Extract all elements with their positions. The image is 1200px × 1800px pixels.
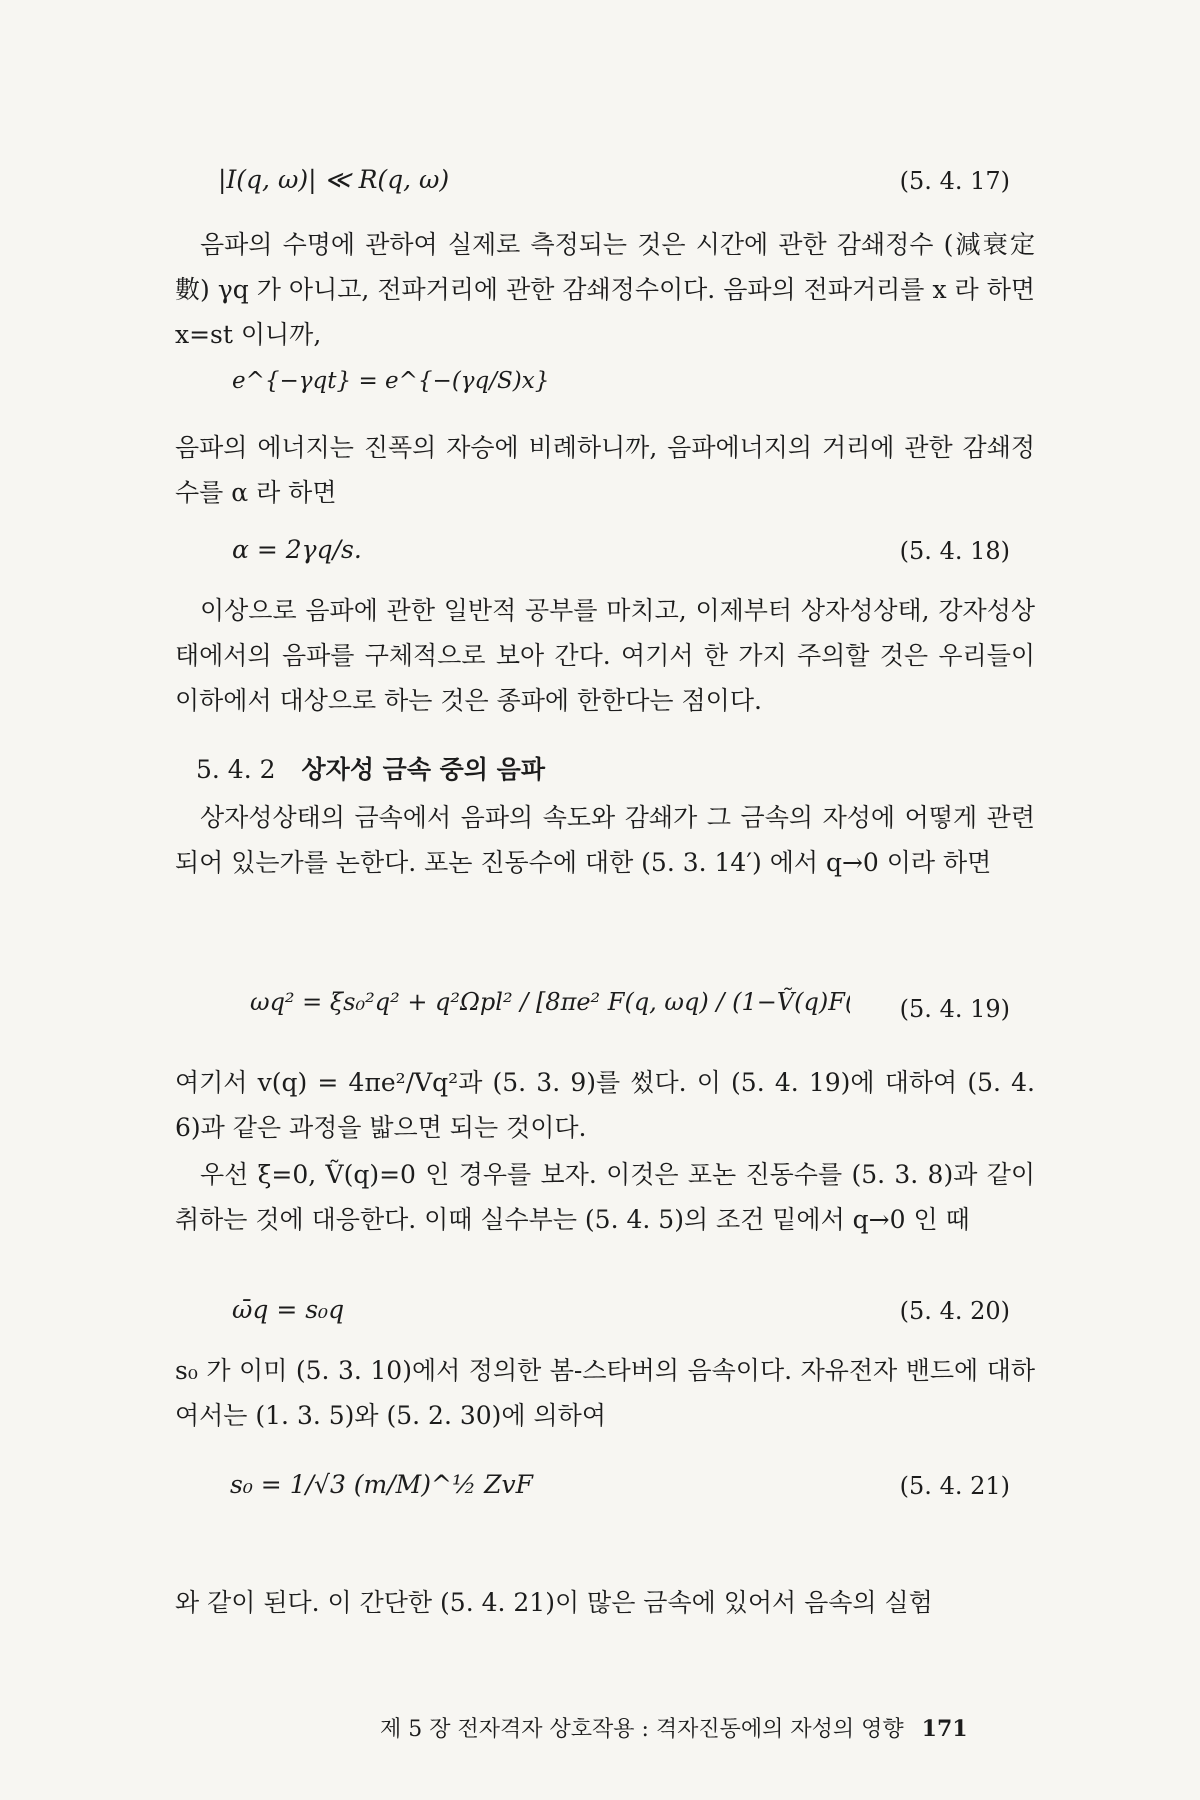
running-head: 제 5 장 전자격자 상호작용 : 격자진동에의 자성의 영향 bbox=[380, 1717, 904, 1742]
section-number: 5. 4. 2 bbox=[196, 755, 276, 784]
equation-number-5-4-21: (5. 4. 21) bbox=[899, 1472, 1010, 1500]
page-footer bbox=[380, 1712, 968, 1743]
equation-5-4-18: α = 2γq/s. bbox=[232, 535, 362, 564]
equation-5-4-19-text: ωq² = ξs₀²q² + q²Ωpl² / [8πe² F(q, ωq) / (1−Ṽ(q)F bbox=[250, 988, 845, 1016]
page-number: 171 bbox=[921, 1716, 968, 1742]
equation-number-5-4-20: (5. 4. 20) bbox=[899, 1297, 1010, 1325]
paragraph-case-xi-zero: 우선 ξ=0, Ṽ(q)=0 인 경우를 보자. 이것은 포논 진동수를 (5. 3. 8)과 같이 취하는 것에 대응한다. 이때 실수부는 (5. 4. 5)의 조건 밑에서 q→0 인 때 bbox=[175, 1160, 1035, 1234]
paragraph-intro-longitudinal: 이상으로 음파에 관한 일반적 공부를 마치고, 이제부터 상자성상태, 강자성상태에서의 음파를 구체적으로 보아 간다. 여기서 한 가지 주의할 것은 우리들이 이하에서 대상으로 하는 것은 종파에 한한다는 점이다. bbox=[175, 596, 1035, 715]
equation-5-4-17: |I(q, ω)| ≪ R(q, ω) bbox=[218, 165, 450, 194]
equation-5-4-21: s₀ = 1/√3 (m/M)^½ ZvF bbox=[230, 1470, 534, 1499]
paragraph-conclusion: 와 같이 된다. 이 간단한 (5. 4. 21)이 많은 금속에 있어서 음속의 실험 bbox=[175, 1588, 933, 1617]
decay-relation-text: e^{−γqt} = e^{−(γq/S)x} bbox=[232, 368, 550, 394]
equation-number-5-4-18: (5. 4. 18) bbox=[899, 537, 1010, 565]
equation-5-4-19-graphic bbox=[250, 958, 850, 1048]
paragraph-bohm-staver: s₀ 가 이미 (5. 3. 10)에서 정의한 봄-스타버의 음속이다. 자유전자 밴드에 대하여서는 (1. 3. 5)와 (5. 2. 30)에 의하여 bbox=[175, 1356, 1035, 1430]
paragraph-paramagnetic: 상자성상태의 금속에서 음파의 속도와 감쇄가 그 금속의 자성에 어떻게 관련되어 있는가를 논한다. 포논 진동수에 대한 (5. 3. 14′) 에서 q→0 이라 하면 bbox=[175, 803, 1035, 877]
equation-decay-relation bbox=[232, 368, 549, 394]
paragraph-coulomb: 여기서 v(q) = 4πe²/Vq²과 (5. 3. 9)를 썼다. 이 (5. 4. 19)에 대하여 (5. 4. 6)과 같은 과정을 밟으면 되는 것이다. bbox=[175, 1068, 1035, 1142]
section-heading bbox=[196, 750, 545, 786]
paragraph-energy-decay: 음파의 에너지는 진폭의 자승에 비례하니까, 음파에너지의 거리에 관한 감쇄정수를 α 라 하면 bbox=[175, 433, 1035, 507]
paragraph-decay-constant: 음파의 수명에 관하여 실제로 측정되는 것은 시간에 관한 감쇄정수 (減衰定數) γq 가 아니고, 전파거리에 관한 감쇄정수이다. 음파의 전파거리를 x 라 하면 x=st 이니까, bbox=[175, 230, 1035, 349]
equation-number-5-4-19: (5. 4. 19) bbox=[899, 995, 1010, 1023]
equation-5-4-19 bbox=[250, 958, 850, 1048]
equation-number-5-4-17: (5. 4. 17) bbox=[899, 167, 1010, 195]
equation-5-4-20: ω̄q = s₀q bbox=[232, 1295, 345, 1324]
section-title: 상자성 금속 중의 음파 bbox=[301, 755, 545, 784]
